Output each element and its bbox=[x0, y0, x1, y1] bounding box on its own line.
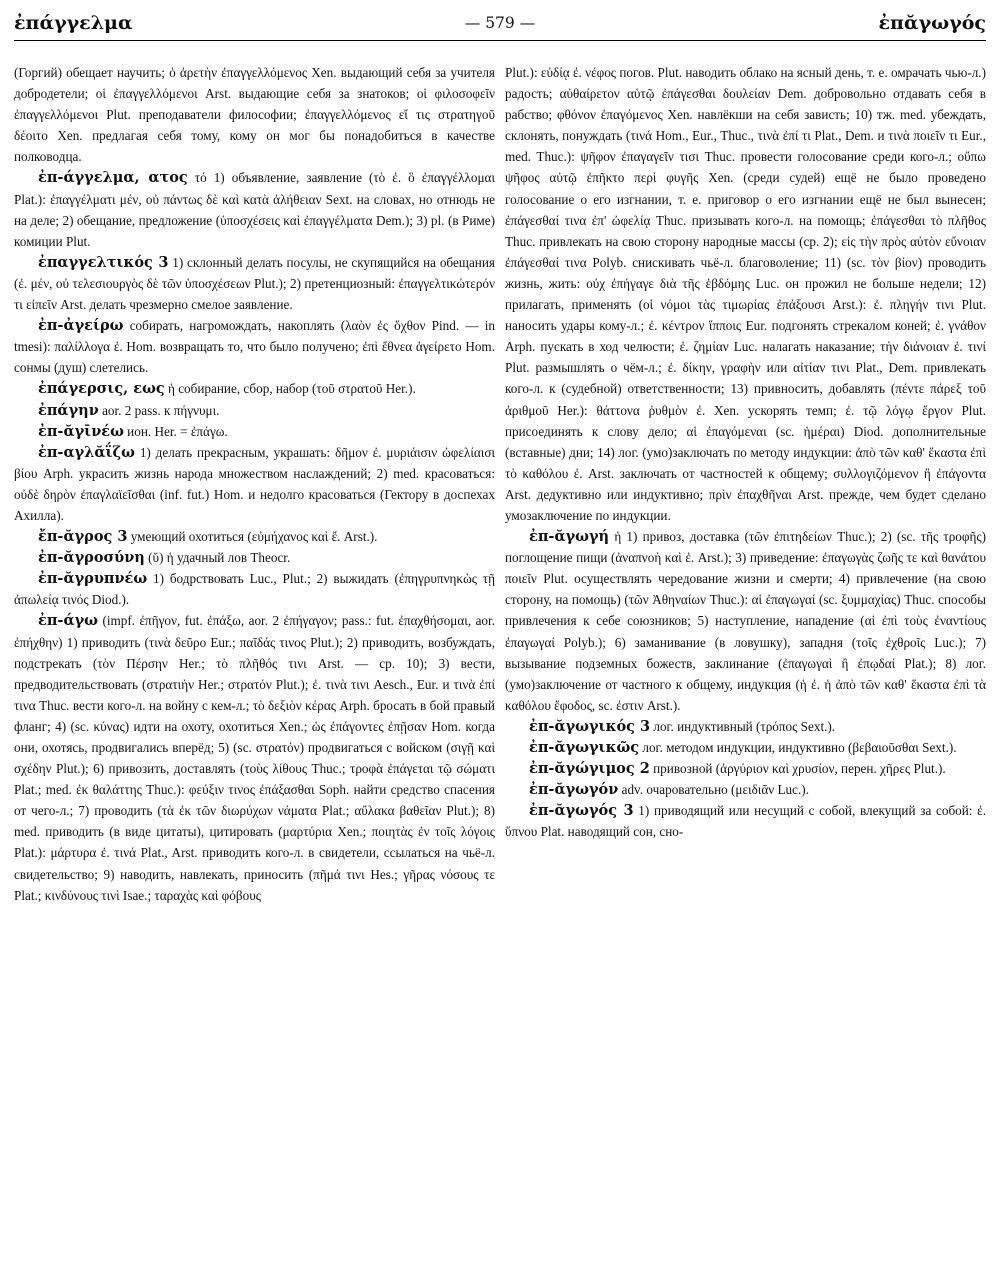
dictionary-entry bbox=[14, 62, 495, 167]
entry-headword: ἐπάγην bbox=[38, 401, 99, 419]
dictionary-entry bbox=[505, 758, 986, 779]
entry-definition: 1) приводящий или несущий с собой, влекущий за собой: ἐ. ὕπνου Plat. наводящий сон, сно- bbox=[505, 803, 986, 840]
dictionary-entry bbox=[14, 315, 495, 378]
entry-headword: ἐπαγγελτικός 3 bbox=[38, 253, 169, 271]
entry-definition: лог. методом индукции, индуктивно (βεβαιοῦσθαι Sext.). bbox=[642, 740, 957, 755]
entry-definition: 1) склонный делать посулы, не скупящийся на обещания (ἐ. μέν, οὐ τελεσιουργὸς δὲ τῶν ὑποσχέσεων Plut.); 2) претенциозный: ἐπαγγελτικώτερόν τι εἰπεῖν Arst. делать чрезмерно смелое заявление. bbox=[14, 254, 495, 313]
entry-definition: ἡ 1) привоз, доставка (τῶν ἐπιτηδείων Thuc.); 2) (sc. τῆς τροφῆς) поглощение пищи (ἀναπνοὴ καὶ ἐ. Arst.); 3) приведение: ἐπαγωγὰς ζωῆς τε καὶ θανάτου ποιεῖν Plut. осуществлять чередование жизни и смерти; 4) привлечение (на свою сторону, на помощь) (τῶν Ἀθηναίων Thuc.): αἱ ἐπαγωγαί (sc. ξυμμαχίας) Thuc. способы привлечения к себе союзников; 5) наступление, нападение (αἱ ἐπὶ τοὺς ἐναντίους ἐπαγωγαί Polyb.); 6) заманивание (в ловушку), западня (τοῖς ἐχθροῖς Luc.); 7) вызывание подземных божеств, заклинание (ἐπαγωγαὶ ἢ ἐπῳδαί Plat.); 8) лог. (умо)заключение от частного к общему, индукция (ἡ ἐ. ἡ ἀπὸ τῶν καθ' ἕκαστα ἐπὶ τὰ καθόλου ἔφοδος, sc. ἐστιν Arst.). bbox=[505, 529, 986, 713]
entry-headword: ἐπ-ᾰγωγικῶς bbox=[529, 739, 640, 756]
running-headword-right: ἐπᾰγωγός bbox=[878, 12, 986, 34]
dictionary-entry bbox=[14, 442, 495, 526]
entry-headword: ἐπ-άγγελμα, ατος bbox=[38, 169, 188, 187]
entry-headword: ἐπ-ᾰγωγός 3 bbox=[529, 802, 634, 820]
entry-definition: ἡ собирание, сбор, набор (τοῦ στρατοῦ Her.). bbox=[168, 381, 416, 397]
dictionary-entry bbox=[505, 526, 986, 716]
right-column bbox=[505, 62, 986, 1278]
dictionary-entry bbox=[14, 547, 495, 568]
dictionary-entry bbox=[14, 252, 495, 315]
entry-definition: (ῠ) ἡ удачный лов Theocr. bbox=[148, 550, 291, 566]
entry-definition: ион. Her. = ἐπάγω. bbox=[127, 423, 228, 439]
dictionary-entry bbox=[505, 737, 986, 758]
entry-definition: собирать, нагромождать, накоплять (λαὸν ἐς ὄχθον Pind. — in tmesi): παλίλλογα ἐ. Hom. возвращать то, что было получено; ἐπὶ ἔθνεα ἀγείρετο Hom. сонмы (душ) слетелись. bbox=[14, 318, 495, 376]
dictionary-entry bbox=[14, 421, 495, 442]
entry-headword: ἐπ-ἀγείρω bbox=[38, 317, 124, 335]
dictionary-entry bbox=[14, 400, 495, 421]
entry-definition: (Горгий) обещает научить; ὁ ἀρετὴν ἐπαγγελλόμενος Xen. выдающий себя за учителя добродетели; οἱ ἐπαγγελλόμενοι Arst. выдающие себя за знатоков; οἱ φιλοσοφεῖν ἐπαγγελλόμενοι Plut. преподаватели философии; ἐπαγγελλόμενος εἴ τις στρατηγοῦ δέοιτο Xen. предлагая себя тому, кому он мог бы понадобиться в качестве полководца. bbox=[14, 65, 495, 165]
dictionary-entry bbox=[14, 610, 495, 905]
entry-definition: 1) бодрствовать Luc., Plut.; 2) выжидать (ἐπηγρυπνηκὼς τῇ ἀπωλείᾳ τινός Diod.). bbox=[14, 571, 495, 608]
entry-headword: ἐπ-ᾰγροσύνη bbox=[38, 549, 145, 567]
entry-headword: ἐπ-άγω bbox=[38, 612, 98, 630]
entry-definition: τό 1) объявление, заявление (τὸ ἐ. ὃ ἐπαγγέλλομαι Plat.): ἐπαγγέλματι μέν, οὐ πάντως δὲ καὶ κατὰ ἀλήθειαν Sext. на словах, но отнюдь не на деле; 2) обещание, предложение (ὑποσχέσεις καὶ ἐπαγγέλματα Dem.); 3) pl. (в Риме) комиции Plut. bbox=[14, 170, 495, 249]
entry-definition: Plut.): εὐδίᾳ ἐ. νέφος погов. Plut. наводить облако на ясный день, т. е. омрачать чью-л.) радость; αὐθαίρετον αὑτῷ ἐπάγεσθαι δουλείαν Dem. добровольно отдавать себя в рабство; φθόνον ἐπαγόμενος Xen. навлёкши на себя зависть; 10) тж. med. убеждать, склонять, понуждать (τινά Hom., Eur., Thuc., τινὰ ἐπί τι Plat., Dem. и τινὰ ποιεῖν τι Eur., med. Thuc.): ψῆφον ἐπαγαγεῖν τισι Thuc. провести голосование среди кого-л.; οὔπω ψῆφος αὐτῷ ἐπῆκτο περὶ φυγῆς Xen. (среди судей) ещё не было проведено голосование о его изгнании, т. е. приговор о его изгнании ещё не был вынесен; ἐπάγεσθαί τινα ἐπ' ὠφελίᾳ Thuc. призывать кого-л. на помощь; ἐπάγεσθαι τὸ πλῆθος Thuc. привлекать на свою сторону народные массы (ср. 2); εἰς τὴν πρὸς αὐτὸν εὔνοιαν ἐπάγεσθαί τινα Polyb. снискивать чьё-л. благоволение; 11) (sc. τὸν βίον) проводить жизнь, жить: οὐχ ἐπήγαγε διὰ τῆς ἑβδόμης Luc. он прожил не больше недели; 12) прилагать, применять (οἱ νόμοι τὰς τιμωρίας ἐπάξουσι Arst.): ἐ. πληγήν τινι Plut. наносить удары кому-л.; ἐ. κέντρον ἵπποις Eur. подгонять стрекалом коней; ἐ. γνάθον Arph. пускать в ход челюсти; ἐ. ζημίαν Luc. налагать наказание; τὴν διάνοιαν ἐ. τινί Plut. размышлять о чём-л.; ἐ. δίκην, γραφὴν или αἰτίαν τινι Plat., Dem. привлекать кого-л. к (судебной) ответственности; 13) привносить, добавлять (πέντε πάρεξ τοῦ ἀριθμοῦ Her.): θάττονα ῥυθμὸν ἐ. Xen. ускорять темп; ἐ. τῷ λόγῳ ἔργον Plut. присоединять к слову дело; αἱ ἐπαγόμεναι (sc. ἡμέραι) Diod. дополнительные (вставные) дни; 14) лог. (умо)заключать по методу индукции: ἀπὸ τῶν καθ' ἕκαστα ἐπὶ τὸ καθόλου ἐ. Arst. заключать от частностей к общему; συλλογιζόμενον ἢ ἐπάγοντα Arst. дедуктивно или индуктивно; πρὶν ἐπαχθῆναι Arst. прежде, чем будет сделано умозаключение по индукции. bbox=[505, 65, 986, 523]
entry-definition: 1) делать прекрасным, украшать: δῆμον ἐ. μυριάισιν ὠφελίαισι βίου Arph. украсить жизнь народа множеством наслаждений; 2) med. красоваться: οὐδὲ δηρὸν ἐπαγλαϊεῖσθαι (inf. fut.) Hom. и недолго красоваться (Гектору в доспехах Ахилла). bbox=[14, 444, 495, 523]
entry-headword: ἔπ-ᾰγρος 3 bbox=[38, 528, 128, 546]
dictionary-entry bbox=[505, 779, 986, 800]
entry-definition: aor. 2 pass. к πήγνυμι. bbox=[102, 402, 220, 418]
dictionary-entry bbox=[505, 800, 986, 842]
page-number: — 579 — bbox=[464, 14, 536, 32]
entry-definition: привозной (ἀργύριον καὶ χρυσίον, перен. χῆρες Plut.). bbox=[653, 761, 946, 777]
dictionary-entry bbox=[505, 716, 986, 737]
entry-headword: ἐπάγερσις, εως bbox=[38, 380, 165, 398]
entry-headword: ἐπ-αγλᾰΐζω bbox=[38, 443, 135, 461]
entry-headword: ἐπ-ᾰγωγόν bbox=[529, 781, 619, 799]
dictionary-entry bbox=[14, 526, 495, 547]
entry-definition: adv. очаровательно (μειδιᾶν Luc.). bbox=[621, 782, 809, 798]
dictionary-entry bbox=[14, 378, 495, 399]
dictionary-entry bbox=[14, 167, 495, 251]
entry-headword: ἐπ-ᾰγωγή bbox=[529, 528, 610, 546]
entry-headword: ἐπ-ᾰγώγιμος 2 bbox=[529, 760, 650, 778]
running-headword-left: ἐπάγγελμα bbox=[14, 12, 133, 34]
left-column bbox=[14, 62, 495, 1278]
entry-headword: ἐπ-ᾰγῑνέω bbox=[38, 422, 124, 440]
dictionary-entry bbox=[14, 568, 495, 610]
entry-definition: умеющий охотиться (εὐμήχανος καὶ ἔ. Arst.). bbox=[130, 529, 378, 545]
entry-headword: ἐπ-ᾰγρυπνέω bbox=[38, 570, 148, 588]
dictionary-entry bbox=[505, 62, 986, 526]
page-header bbox=[14, 10, 986, 41]
entry-definition: (impf. ἐπῆγον, fut. ἐπάξω, aor. 2 ἐπήγαγον; pass.: fut. ἐπαχθήσομαι, aor. ἐπήχθην) 1) приводить (τινὰ δεῦρο Eur.; παῖδάς τινος Plut.); 2) приводить, возбуждать, подстрекать (τὸν Πέρσην Her.; τὸ πλῆθός τινι Arst. — ср. 10); 3) вести, предводительствовать (στρατιὴν Her.; στρατόν Plut.); ἐ. τινὰ τινι Aesch., Eur. и τινὰ ἐπί τινα Thuc. вести кого-л. на войну с кем-л.; τὸ δεξιὸν κέρας Arph. бросать в бой правый фланг; 4) (sc. κύνας) идти на охоту, охотиться Xen.; ὡς ἐπάγοντες ἐπῇσαν Hom. когда они, охотясь, продвигались вперёд; 5) (sc. στρατόν) продвигаться с войском (σιγῇ καὶ σχέδην Plut.); 6) привозить, доставлять (τοὺς λίθους Thuc.; τροφὰ ἐπάγεται τῷ σώματι Plat.; med. ἐκ θαλάττης Thuc.): φεύξιν τινος ἐπάξασθαι Soph. найти средство спасения от чего-л.; 7) проводить (τὰ ἐκ τῶν διωρύχων νάματα Plat.; αὔλακα βαθεῖαν Plut.); 8) med. приводить (в виде цитаты), цитировать (μαρτύρια Xen.; ποιητὰς ἐν τοῖς λόγοις Plat.): μάρτυρα ἐ. τινά Plat., Arst. приводить кого-л. в свидетели, ссылаться на чьё-л. свидетельство; 9) наводить, навлекать, приносить (πῆμά τινι Hes.; γῆρας νόσους τε Plat.; κινδύνους τινὶ Isae.; ταραχὰς καὶ φόβους bbox=[14, 613, 495, 903]
entry-definition: лог. индуктивный (τρόπος Sext.). bbox=[653, 718, 836, 734]
entry-headword: ἐπ-ᾰγωγικός 3 bbox=[529, 717, 651, 735]
